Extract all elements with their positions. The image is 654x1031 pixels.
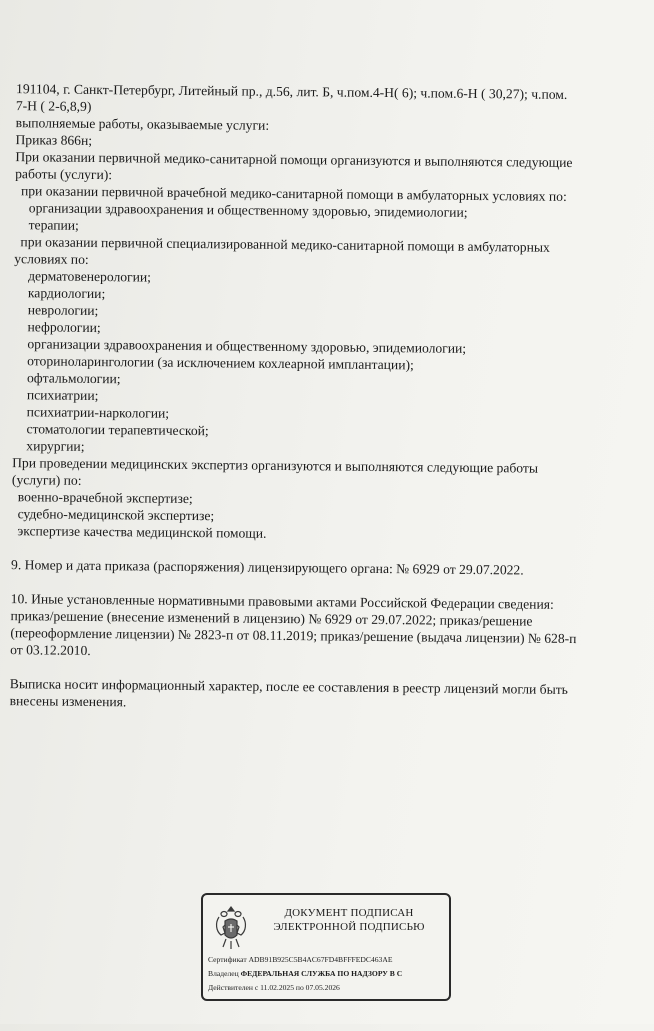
address-line-1: 191104, г. Санкт-Петербург, Литейный пр., д.56, лит. Б, ч.пом.4-Н( 6); ч.пом.6-Н ( 30,27); ч.пом. xyxy=(15,81,568,102)
disclaimer-line-2: внесены изменения. xyxy=(9,693,127,710)
section-10-line-2: приказ/решение (внесение изменений в лицензию) № 6929 от 29.07.2022; приказ/решение xyxy=(10,608,533,629)
list-item: психиатрии-наркологии; xyxy=(26,404,170,421)
address-line-2: 7-Н ( 2-6,8,9) xyxy=(15,98,92,114)
owner-label: Владелец xyxy=(208,969,239,978)
primary-care-intro-2: работы (услуги): xyxy=(15,166,113,183)
expertise-intro-2: (услуги) по: xyxy=(11,472,82,488)
primary-doctor-care-heading: при оказании первичной врачебной медико-санитарной помощи в амбулаторных условиях по: xyxy=(20,183,567,204)
list-item: кардиологии; xyxy=(27,285,106,302)
list-item: стоматологии терапевтической; xyxy=(26,421,209,439)
section-9: 9. Номер и дата приказа (распоряжения) лицензирующего органа: № 6929 от 29.07.2022. xyxy=(11,557,524,578)
list-item: неврологии; xyxy=(27,302,99,319)
list-item: терапии; xyxy=(28,217,79,233)
order-reference: Приказ 866н; xyxy=(15,132,93,148)
electronic-signature-stamp xyxy=(201,893,451,1001)
specialized-care-heading-1: при оказании первичной специализированной медико-санитарной помощи в амбулаторных xyxy=(20,234,550,255)
list-item: психиатрии; xyxy=(26,387,99,404)
section-10-line-4: от 03.12.2010. xyxy=(10,642,91,658)
list-item: организации здравоохранения и общественному здоровью, эпидемиологии; xyxy=(27,336,467,356)
primary-care-intro-1: При оказании первичной медико-санитарной помощи организуются и выполняются следующие xyxy=(15,149,573,171)
disclaimer-line-1: Выписка носит информационный характер, после ее составления в реестр лицензий могли быть xyxy=(9,676,568,697)
certificate-value: ADB91B925C5B4AC67FD4BFFFEDC463AE xyxy=(248,955,393,964)
certificate-row xyxy=(208,955,392,965)
stamp-title-line-1: ДОКУМЕНТ ПОДПИСАН xyxy=(284,907,414,919)
list-item: судебно-медицинской экспертизе; xyxy=(17,506,215,524)
specialized-care-heading-2: условиях по: xyxy=(14,251,89,267)
list-item: экспертизе качества медицинской помощи. xyxy=(17,523,267,541)
stamp-title-line-2: ЭЛЕКТРОННОЙ ПОДПИСЬЮ xyxy=(273,921,425,933)
list-item: дерматовенерологии; xyxy=(28,268,152,285)
section-10-line-1: 10. Иные установленные нормативными правовыми актами Российской Федерации сведения: xyxy=(10,591,554,612)
list-item: нефрологии; xyxy=(27,319,101,336)
owner-value: ФЕДЕРАЛЬНАЯ СЛУЖБА ПО НАДЗОРУ В С xyxy=(240,969,403,978)
coat-of-arms-icon xyxy=(211,903,251,953)
list-item: офтальмологии; xyxy=(26,370,121,387)
list-item: оториноларингологии (за исключением кохлеарной имплантации); xyxy=(27,353,414,373)
certificate-label: Сертификат xyxy=(208,955,247,964)
validity-period: Действителен с 11.02.2025 по 07.05.2026 xyxy=(208,983,340,992)
list-item: организации здравоохранения и общественному здоровью, эпидемиологии; xyxy=(28,200,468,220)
services-heading: выполняемые работы, оказываемые услуги: xyxy=(15,115,270,133)
expertise-intro-1: При проведении медицинских экспертиз организуются и выполняются следующие работы xyxy=(12,455,539,476)
list-item: военно-врачебной экспертизе; xyxy=(17,489,193,507)
owner-row xyxy=(208,969,402,979)
section-10-line-3: (переоформление лицензии) № 2823-п от 08.11.2019; приказ/решение (выдача лицензии) № 628-п xyxy=(10,625,577,647)
list-item: хирургии; xyxy=(26,438,85,454)
